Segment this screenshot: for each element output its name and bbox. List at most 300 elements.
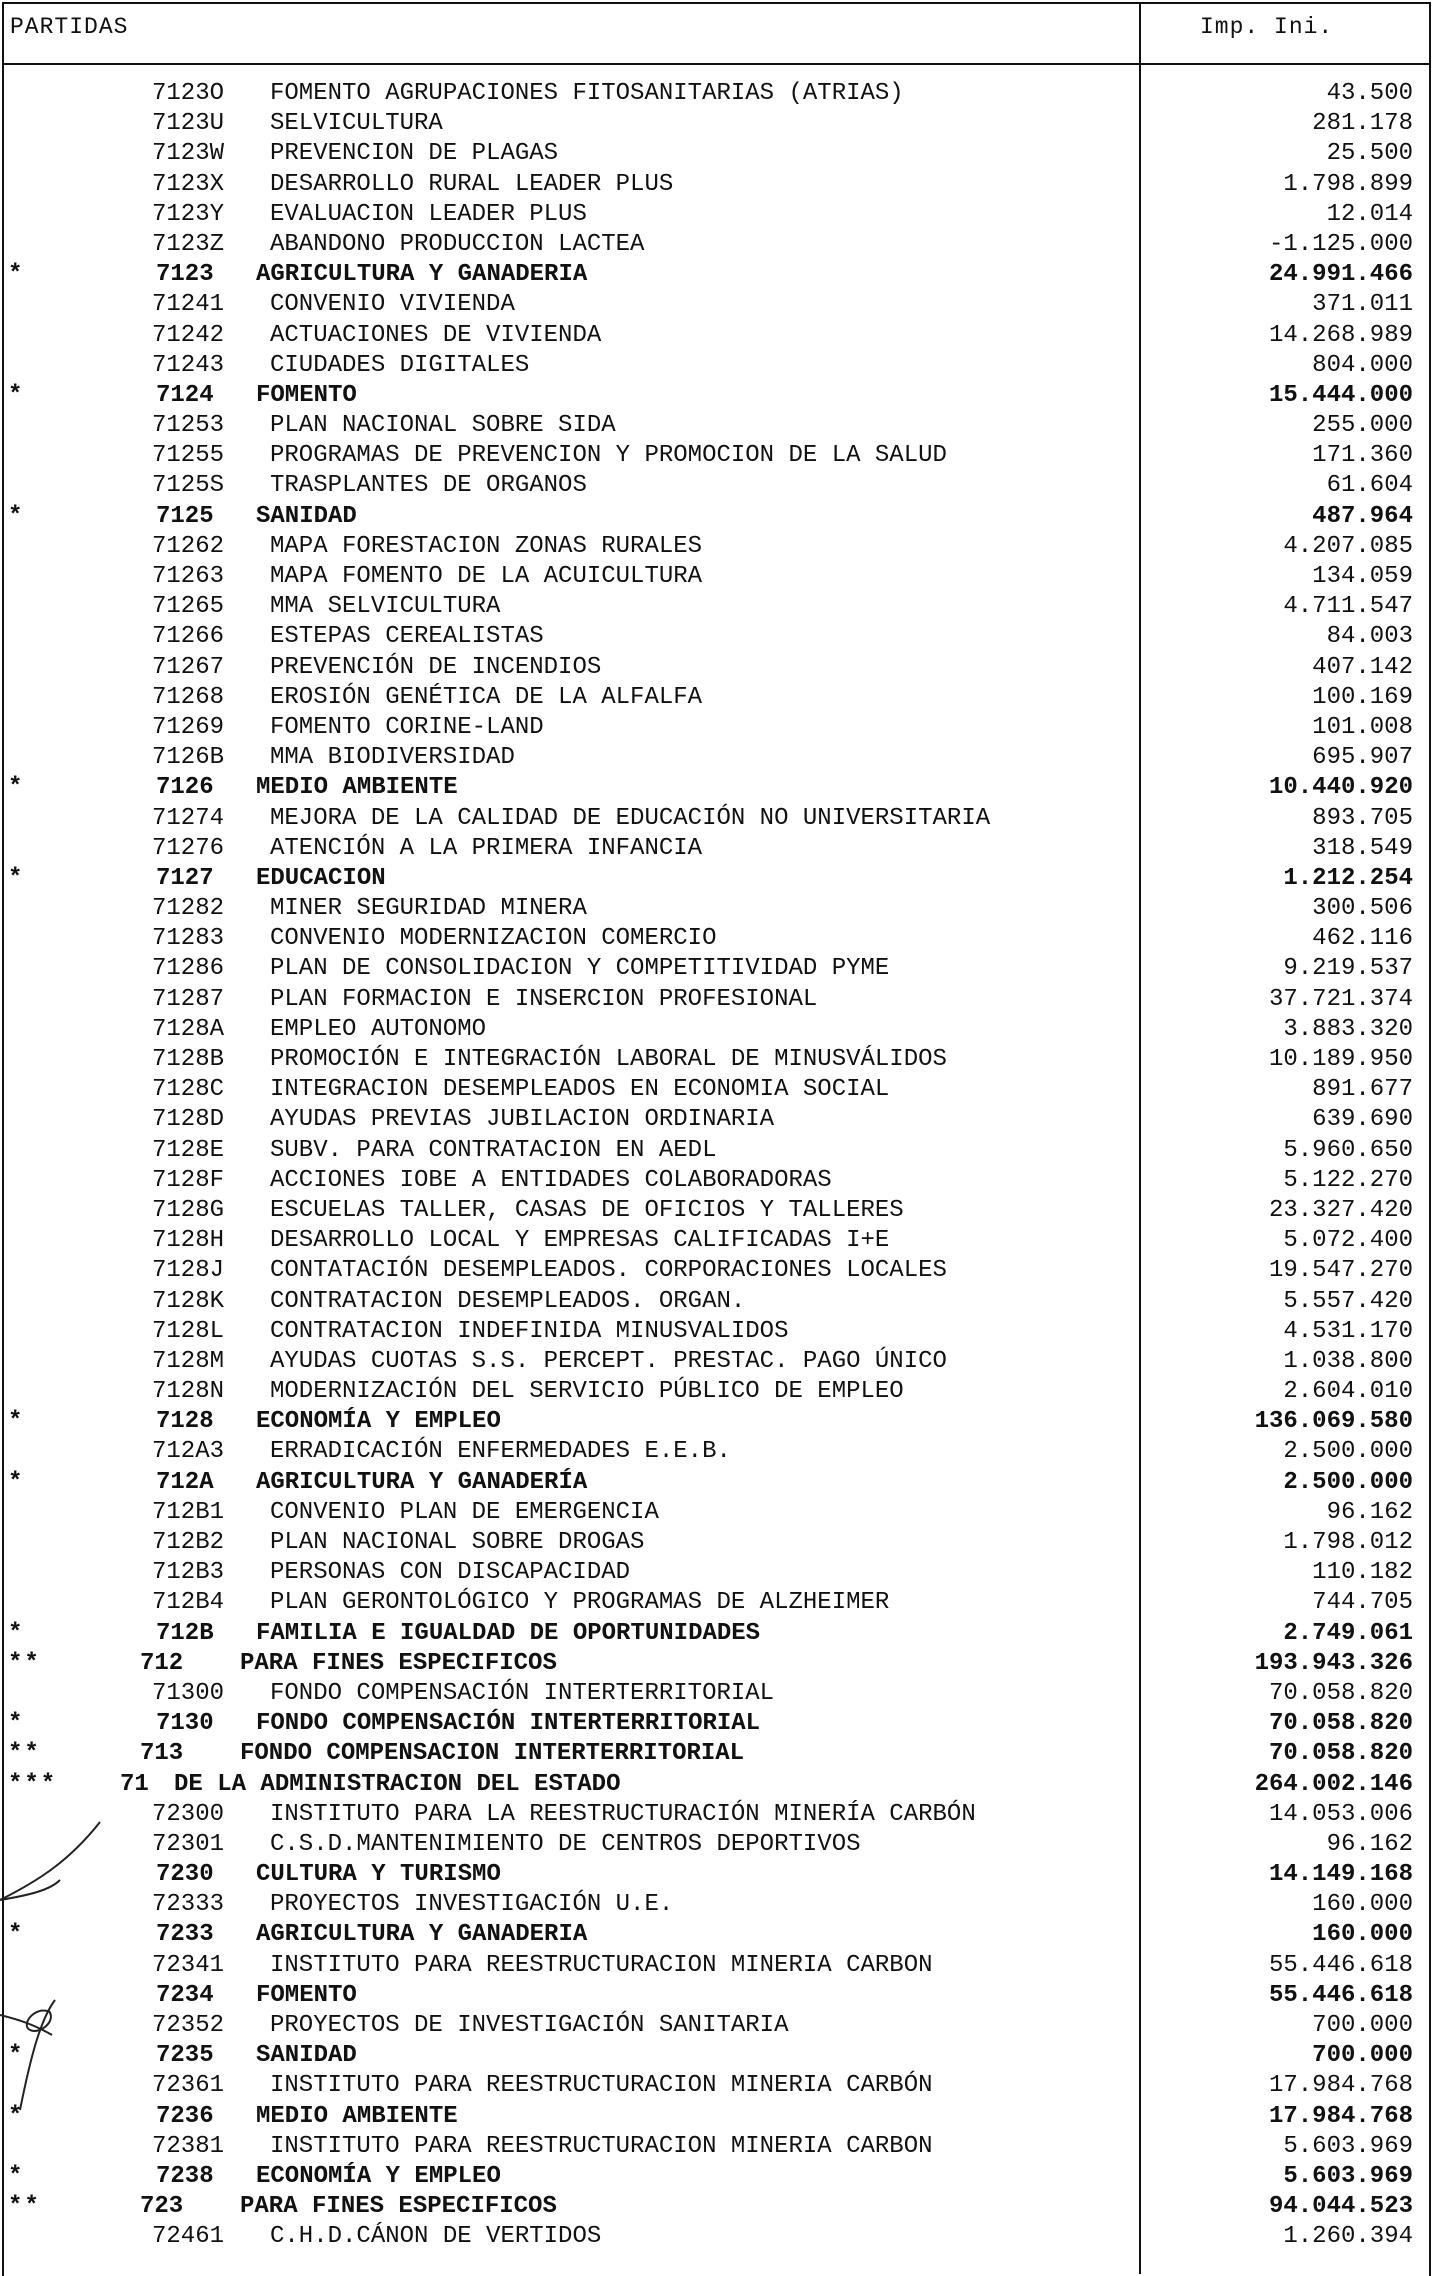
partida-description: MAPA FOMENTO DE LA ACUICULTURA <box>270 563 703 590</box>
table-row <box>0 954 1445 984</box>
level-marker: * <box>8 1710 25 1738</box>
partida-code: 712B4 <box>152 1589 225 1617</box>
partida-code: 7126 <box>156 774 214 802</box>
partida-description: PLAN DE CONSOLIDACION Y COMPETITIVIDAD PYME <box>270 955 890 983</box>
imp-ini-amount: 14.149.168 <box>1268 1861 1413 1889</box>
level-marker: * <box>8 774 25 802</box>
partida-code: 7128 <box>156 1408 214 1436</box>
partida-description: PROGRAMAS DE PREVENCION Y PROMOCION DE LA SALUD <box>270 442 947 470</box>
partida-description: PREVENCION DE PLAGAS <box>270 140 559 168</box>
partida-description: MAPA FORESTACION ZONAS RURALES <box>270 532 703 560</box>
table-row <box>0 79 1445 109</box>
partida-code: 7128M <box>152 1347 225 1375</box>
level-marker: * <box>8 1468 25 1496</box>
table-row <box>0 743 1445 773</box>
partida-description: DESARROLLO LOCAL Y EMPRESAS CALIFICADAS I+E <box>270 1227 890 1255</box>
partida-code: 7128K <box>152 1287 225 1315</box>
imp-ini-amount: 1.260.394 <box>1283 2223 1413 2251</box>
imp-ini-amount: 5.960.650 <box>1283 1136 1413 1164</box>
table-row <box>0 351 1445 381</box>
partida-code: 71242 <box>152 321 225 349</box>
imp-ini-amount: 55.446.618 <box>1268 1981 1413 2009</box>
subtotal-row <box>0 1649 1445 1679</box>
imp-ini-amount: 14.268.989 <box>1268 321 1413 349</box>
level-marker: * <box>8 1921 25 1949</box>
level-marker: * <box>8 381 25 409</box>
table-row <box>0 1287 1445 1317</box>
imp-ini-amount: 891.677 <box>1312 1076 1413 1104</box>
imp-ini-amount: 4.531.170 <box>1283 1317 1413 1345</box>
table-row <box>0 109 1445 139</box>
header-divider <box>2 63 1431 65</box>
partida-description: CONTRATACION DESEMPLEADOS. ORGAN. <box>270 1287 746 1315</box>
imp-ini-amount: 2.749.061 <box>1283 1619 1413 1647</box>
subtotal-row <box>0 1920 1445 1950</box>
partida-description: AGRICULTURA Y GANADERIA <box>256 261 588 289</box>
partida-code: 712B1 <box>152 1498 225 1526</box>
table-row <box>0 683 1445 713</box>
imp-ini-amount: 700.000 <box>1312 2042 1413 2070</box>
table-row <box>0 1377 1445 1407</box>
partida-code: 7123Z <box>152 230 225 258</box>
partida-description: FOMENTO AGRUPACIONES FITOSANITARIAS (ATRIAS) <box>270 80 904 107</box>
partida-description: SUBV. PARA CONTRATACION EN AEDL <box>270 1136 717 1164</box>
partida-description: CULTURA Y TURISMO <box>256 1861 501 1889</box>
level-marker: * <box>8 2042 25 2070</box>
imp-ini-amount: 255.000 <box>1312 412 1413 440</box>
partida-code: 7125S <box>152 472 225 500</box>
imp-ini-amount: 96.162 <box>1326 1830 1413 1858</box>
partida-code: 7128C <box>152 1076 225 1104</box>
imp-ini-amount: 1.798.899 <box>1283 170 1413 198</box>
partida-code: 72361 <box>152 2072 225 2100</box>
imp-ini-amount: 43.500 <box>1326 80 1413 107</box>
table-row <box>0 1890 1445 1920</box>
table-row <box>0 1166 1445 1196</box>
level-marker: * <box>8 1619 25 1647</box>
table-row <box>0 1528 1445 1558</box>
partida-description: CONVENIO VIVIENDA <box>270 291 515 319</box>
imp-ini-amount: 193.943.326 <box>1254 1649 1413 1677</box>
table-row <box>0 1588 1445 1618</box>
table-row <box>0 713 1445 743</box>
table-row <box>0 562 1445 592</box>
partida-code: 72301 <box>152 1830 225 1858</box>
table-row <box>0 1045 1445 1075</box>
imp-ini-amount: 2.500.000 <box>1283 1438 1413 1466</box>
table-row <box>0 1015 1445 1045</box>
imp-ini-amount: 160.000 <box>1312 1891 1413 1919</box>
imp-ini-amount: 1.798.012 <box>1283 1529 1413 1556</box>
partida-description: ECONOMÍA Y EMPLEO <box>256 1408 501 1436</box>
table-row <box>0 985 1445 1015</box>
partida-description: FONDO COMPENSACION INTERTERRITORIAL <box>240 1740 745 1768</box>
imp-ini-amount: 94.044.523 <box>1268 2193 1413 2221</box>
partida-code: 7124 <box>156 381 214 409</box>
partida-description: ACCIONES IOBE A ENTIDADES COLABORADORAS <box>270 1166 832 1194</box>
imp-ini-amount: 5.603.969 <box>1283 2162 1413 2190</box>
table-row <box>0 1075 1445 1105</box>
table-row <box>0 200 1445 230</box>
partida-code: 7126B <box>152 744 225 772</box>
table-row <box>0 894 1445 924</box>
partida-code: 72300 <box>152 1800 225 1828</box>
imp-ini-amount: 14.053.006 <box>1268 1800 1413 1828</box>
partida-description: DESARROLLO RURAL LEADER PLUS <box>270 170 674 198</box>
partida-code: 71267 <box>152 653 225 681</box>
partida-code: 712A3 <box>152 1438 225 1466</box>
partida-description: MODERNIZACIÓN DEL SERVICIO PÚBLICO DE EMPLEO <box>270 1378 904 1406</box>
partida-code: 7233 <box>156 1921 214 1949</box>
subtotal-row <box>0 1709 1445 1739</box>
partida-code: 7128A <box>152 1015 225 1043</box>
partida-code: 7230 <box>156 1861 214 1889</box>
imp-ini-header: Imp. Ini. <box>1200 14 1334 40</box>
partida-description: MEDIO AMBIENTE <box>256 2102 458 2130</box>
partida-description: PLAN NACIONAL SOBRE DROGAS <box>270 1529 645 1556</box>
partida-code: 713 <box>140 1740 184 1768</box>
partida-description: FOMENTO CORINE-LAND <box>270 713 544 741</box>
table-row <box>0 2071 1445 2101</box>
partida-code: 72333 <box>152 1891 225 1919</box>
imp-ini-amount: 70.058.820 <box>1268 1710 1413 1738</box>
partida-code: 71286 <box>152 955 225 983</box>
subtotal-row <box>0 864 1445 894</box>
table-row <box>0 1196 1445 1226</box>
partida-description: PREVENCIÓN DE INCENDIOS <box>270 653 602 681</box>
table-row <box>0 1830 1445 1860</box>
partida-code: 7127 <box>156 864 214 892</box>
subtotal-row <box>0 381 1445 411</box>
partida-description: AGRICULTURA Y GANADERÍA <box>256 1468 588 1496</box>
partida-code: 71282 <box>152 895 225 923</box>
subtotal-row <box>0 2041 1445 2071</box>
partida-code: 71287 <box>152 985 225 1013</box>
imp-ini-amount: 1.038.800 <box>1283 1347 1413 1375</box>
partida-code: 7235 <box>156 2042 214 2070</box>
imp-ini-amount: 281.178 <box>1312 110 1413 138</box>
subtotal-row <box>0 1770 1445 1800</box>
partida-description: ECONOMÍA Y EMPLEO <box>256 2162 501 2190</box>
subtotal-row <box>0 2192 1445 2222</box>
budget-rows <box>0 79 1445 2253</box>
subtotal-row <box>0 773 1445 803</box>
partida-code: 7125 <box>156 502 214 530</box>
partida-code: 712B3 <box>152 1559 225 1587</box>
partida-description: EMPLEO AUTONOMO <box>270 1015 487 1043</box>
partida-description: PROYECTOS DE INVESTIGACIÓN SANITARIA <box>270 2012 789 2039</box>
imp-ini-amount: 744.705 <box>1312 1589 1413 1617</box>
table-row <box>0 653 1445 683</box>
handwritten-signature <box>0 1820 140 2120</box>
imp-ini-amount: 12.014 <box>1326 200 1413 228</box>
partida-description: INSTITUTO PARA REESTRUCTURACION MINERIA CARBON <box>270 1951 933 1979</box>
table-row <box>0 471 1445 501</box>
table-row <box>0 1498 1445 1528</box>
partida-description: PLAN FORMACION E INSERCION PROFESIONAL <box>270 985 818 1013</box>
partida-description: INSTITUTO PARA REESTRUCTURACION MINERIA CARBON <box>270 2132 933 2160</box>
partida-description: FOMENTO <box>256 381 357 409</box>
imp-ini-amount: 487.964 <box>1312 502 1413 530</box>
partida-description: AGRICULTURA Y GANADERIA <box>256 1921 588 1949</box>
level-marker: ** <box>8 1740 41 1768</box>
imp-ini-amount: 9.219.537 <box>1283 955 1413 983</box>
imp-ini-amount: 96.162 <box>1326 1498 1413 1526</box>
partida-code: 7128D <box>152 1106 225 1134</box>
partida-code: 7130 <box>156 1710 214 1738</box>
table-row <box>0 1136 1445 1166</box>
partida-description: INTEGRACION DESEMPLEADOS EN ECONOMIA SOCIAL <box>270 1076 890 1104</box>
table-row <box>0 1347 1445 1377</box>
partida-description: SANIDAD <box>256 502 357 530</box>
partida-description: PARA FINES ESPECIFICOS <box>240 1649 557 1677</box>
partida-code: 7128N <box>152 1378 225 1406</box>
subtotal-row <box>0 2102 1445 2132</box>
subtotal-row <box>0 1619 1445 1649</box>
table-row <box>0 1679 1445 1709</box>
imp-ini-amount: 639.690 <box>1312 1106 1413 1134</box>
partida-description: PERSONAS CON DISCAPACIDAD <box>270 1559 631 1587</box>
imp-ini-amount: 171.360 <box>1312 442 1413 470</box>
imp-ini-amount: 2.604.010 <box>1283 1378 1413 1406</box>
table-row <box>0 1226 1445 1256</box>
imp-ini-amount: 300.506 <box>1312 895 1413 923</box>
partida-description: SANIDAD <box>256 2042 357 2070</box>
partida-code: 71243 <box>152 351 225 379</box>
partida-code: 712B <box>156 1619 214 1647</box>
table-row <box>0 1437 1445 1467</box>
partida-code: 7123Y <box>152 200 225 228</box>
table-row <box>0 139 1445 169</box>
partida-description: PARA FINES ESPECIFICOS <box>240 2193 557 2221</box>
imp-ini-amount: 84.003 <box>1326 623 1413 651</box>
level-marker: * <box>8 1408 25 1436</box>
level-marker: * <box>8 261 25 289</box>
partida-description: FAMILIA E IGUALDAD DE OPORTUNIDADES <box>256 1619 761 1647</box>
imp-ini-amount: 5.557.420 <box>1283 1287 1413 1315</box>
partida-description: PLAN GERONTOLÓGICO Y PROGRAMAS DE ALZHEIMER <box>270 1589 890 1617</box>
partida-description: EROSIÓN GENÉTICA DE LA ALFALFA <box>270 683 703 711</box>
partida-code: 71262 <box>152 532 225 560</box>
imp-ini-amount: 5.603.969 <box>1283 2132 1413 2160</box>
imp-ini-amount: 17.984.768 <box>1268 2072 1413 2100</box>
partida-code: 71283 <box>152 925 225 953</box>
table-row <box>0 321 1445 351</box>
partida-description: CONVENIO MODERNIZACION COMERCIO <box>270 925 717 953</box>
partida-description: ACTUACIONES DE VIVIENDA <box>270 321 602 349</box>
partida-description: CONVENIO PLAN DE EMERGENCIA <box>270 1498 659 1526</box>
subtotal-row <box>0 260 1445 290</box>
imp-ini-amount: 318.549 <box>1312 834 1413 862</box>
partida-code: 7123O <box>152 80 225 107</box>
partida-code: 7234 <box>156 1981 214 2009</box>
table-row <box>0 622 1445 652</box>
partida-description: C.H.D.CÁNON DE VERTIDOS <box>270 2223 602 2251</box>
partida-code: 71268 <box>152 683 225 711</box>
partida-code: 7128L <box>152 1317 225 1345</box>
imp-ini-amount: -1.125.000 <box>1268 230 1413 258</box>
partida-code: 71265 <box>152 593 225 621</box>
imp-ini-amount: 101.008 <box>1312 713 1413 741</box>
imp-ini-amount: 61.604 <box>1326 472 1413 500</box>
partida-description: ABANDONO PRODUCCION LACTEA <box>270 230 645 258</box>
partida-code: 7128G <box>152 1196 225 1224</box>
partida-description: PROYECTOS INVESTIGACIÓN U.E. <box>270 1891 674 1919</box>
level-marker: * <box>8 864 25 892</box>
subtotal-row <box>0 1739 1445 1769</box>
table-row <box>0 2132 1445 2162</box>
partida-description: PROMOCIÓN E INTEGRACIÓN LABORAL DE MINUSVÁLIDOS <box>270 1046 947 1073</box>
imp-ini-amount: 10.189.950 <box>1268 1046 1413 1073</box>
partida-code: 71253 <box>152 412 225 440</box>
imp-ini-amount: 804.000 <box>1312 351 1413 379</box>
imp-ini-amount: 4.711.547 <box>1283 593 1413 621</box>
partida-description: ERRADICACIÓN ENFERMEDADES E.E.B. <box>270 1438 731 1466</box>
partida-description: CONTATACIÓN DESEMPLEADOS. CORPORACIONES LOCALES <box>270 1257 947 1285</box>
table-row <box>0 592 1445 622</box>
imp-ini-amount: 134.059 <box>1312 563 1413 590</box>
partida-description: C.S.D.MANTENIMIENTO DE CENTROS DEPORTIVOS <box>270 1830 861 1858</box>
partida-description: CIUDADES DIGITALES <box>270 351 530 379</box>
table-row <box>0 532 1445 562</box>
partida-code: 7123U <box>152 110 225 138</box>
table-row <box>0 924 1445 954</box>
partida-code: 71266 <box>152 623 225 651</box>
partida-code: 7128E <box>152 1136 225 1164</box>
table-row <box>0 230 1445 260</box>
imp-ini-amount: 10.440.920 <box>1268 774 1413 802</box>
imp-ini-amount: 24.991.466 <box>1268 261 1413 289</box>
imp-ini-amount: 160.000 <box>1312 1921 1413 1949</box>
table-row <box>0 2222 1445 2252</box>
level-marker: *** <box>8 1770 58 1798</box>
partida-description: EVALUACION LEADER PLUS <box>270 200 587 228</box>
partidas-header: PARTIDAS <box>10 14 129 40</box>
partida-description: AYUDAS CUOTAS S.S. PERCEPT. PRESTAC. PAGO ÚNICO <box>270 1347 947 1375</box>
imp-ini-amount: 371.011 <box>1312 291 1413 319</box>
imp-ini-amount: 407.142 <box>1312 653 1413 681</box>
table-row <box>0 290 1445 320</box>
table-row <box>0 170 1445 200</box>
partida-code: 712A <box>156 1468 214 1496</box>
partida-code: 7128F <box>152 1166 225 1194</box>
partida-code: 71276 <box>152 834 225 862</box>
partida-code: 72461 <box>152 2223 225 2251</box>
level-marker: ** <box>8 1649 41 1677</box>
partida-description: DE LA ADMINISTRACION DEL ESTADO <box>174 1770 621 1798</box>
partida-description: FOMENTO <box>256 1981 357 2009</box>
partida-code: 7128B <box>152 1046 225 1073</box>
partida-description: MMA SELVICULTURA <box>270 593 501 621</box>
partida-description: SELVICULTURA <box>270 110 443 138</box>
table-row <box>0 2011 1445 2041</box>
partida-description: AYUDAS PREVIAS JUBILACION ORDINARIA <box>270 1106 775 1134</box>
imp-ini-amount: 264.002.146 <box>1254 1770 1413 1798</box>
imp-ini-amount: 136.069.580 <box>1254 1408 1413 1436</box>
partida-code: 71241 <box>152 291 225 319</box>
imp-ini-amount: 110.182 <box>1312 1559 1413 1587</box>
partida-code: 7123X <box>152 170 225 198</box>
imp-ini-amount: 100.169 <box>1312 683 1413 711</box>
imp-ini-amount: 5.122.270 <box>1283 1166 1413 1194</box>
partida-code: 71263 <box>152 563 225 590</box>
imp-ini-amount: 55.446.618 <box>1268 1951 1413 1979</box>
partida-description: EDUCACION <box>256 864 386 892</box>
imp-ini-amount: 893.705 <box>1312 804 1413 832</box>
partida-description: TRASPLANTES DE ORGANOS <box>270 472 587 500</box>
partida-code: 7123W <box>152 140 225 168</box>
partida-code: 723 <box>140 2193 184 2221</box>
table-row <box>0 441 1445 471</box>
partida-code: 7123 <box>156 261 214 289</box>
partida-code: 7128H <box>152 1227 225 1255</box>
imp-ini-amount: 23.327.420 <box>1268 1196 1413 1224</box>
imp-ini-amount: 37.721.374 <box>1268 985 1413 1013</box>
imp-ini-amount: 700.000 <box>1312 2012 1413 2039</box>
subtotal-row <box>0 2162 1445 2192</box>
partida-description: FONDO COMPENSACIÓN INTERTERRITORIAL <box>270 1679 775 1707</box>
partida-description: FONDO COMPENSACIÓN INTERTERRITORIAL <box>256 1710 761 1738</box>
partida-code: 71300 <box>152 1679 225 1707</box>
partida-description: PLAN NACIONAL SOBRE SIDA <box>270 412 616 440</box>
partida-description: MEJORA DE LA CALIDAD DE EDUCACIÓN NO UNIVERSITARIA <box>270 804 991 832</box>
imp-ini-amount: 462.116 <box>1312 925 1413 953</box>
partida-code: 71 <box>120 1770 149 1798</box>
imp-ini-amount: 2.500.000 <box>1283 1468 1413 1496</box>
partida-description: ESTEPAS CEREALISTAS <box>270 623 544 651</box>
partida-description: MEDIO AMBIENTE <box>256 774 458 802</box>
imp-ini-amount: 70.058.820 <box>1268 1740 1413 1768</box>
partida-code: 72341 <box>152 1951 225 1979</box>
partida-code: 712B2 <box>152 1529 225 1556</box>
imp-ini-amount: 1.212.254 <box>1283 864 1413 892</box>
partida-code: 712 <box>140 1649 184 1677</box>
table-row <box>0 1105 1445 1135</box>
partida-code: 71269 <box>152 713 225 741</box>
table-row <box>0 411 1445 441</box>
table-row <box>0 804 1445 834</box>
imp-ini-amount: 695.907 <box>1312 744 1413 772</box>
partida-description: INSTITUTO PARA LA REESTRUCTURACIÓN MINERÍA CARBÓN <box>270 1800 976 1828</box>
imp-ini-amount: 25.500 <box>1326 140 1413 168</box>
table-row <box>0 1317 1445 1347</box>
table-row <box>0 1800 1445 1830</box>
imp-ini-amount: 70.058.820 <box>1268 1679 1413 1707</box>
partida-code: 7236 <box>156 2102 214 2130</box>
subtotal-row <box>0 1468 1445 1498</box>
level-marker: * <box>8 2162 25 2190</box>
imp-ini-amount: 3.883.320 <box>1283 1015 1413 1043</box>
subtotal-row <box>0 502 1445 532</box>
partida-description: MINER SEGURIDAD MINERA <box>270 895 587 923</box>
imp-ini-amount: 5.072.400 <box>1283 1227 1413 1255</box>
imp-ini-amount: 15.444.000 <box>1268 381 1413 409</box>
imp-ini-amount: 4.207.085 <box>1283 532 1413 560</box>
partida-description: CONTRATACION INDEFINIDA MINUSVALIDOS <box>270 1317 789 1345</box>
partida-code: 71274 <box>152 804 225 832</box>
partida-code: 7128J <box>152 1257 225 1285</box>
partida-code: 7238 <box>156 2162 214 2190</box>
level-marker: ** <box>8 2193 41 2221</box>
partida-code: 72381 <box>152 2132 225 2160</box>
imp-ini-amount: 17.984.768 <box>1268 2102 1413 2130</box>
partida-description: ATENCIÓN A LA PRIMERA INFANCIA <box>270 834 703 862</box>
subtotal-row <box>0 1981 1445 2011</box>
partida-code: 71255 <box>152 442 225 470</box>
partida-description: ESCUELAS TALLER, CASAS DE OFICIOS Y TALLERES <box>270 1196 904 1224</box>
table-row <box>0 834 1445 864</box>
partida-description: MMA BIODIVERSIDAD <box>270 744 515 772</box>
